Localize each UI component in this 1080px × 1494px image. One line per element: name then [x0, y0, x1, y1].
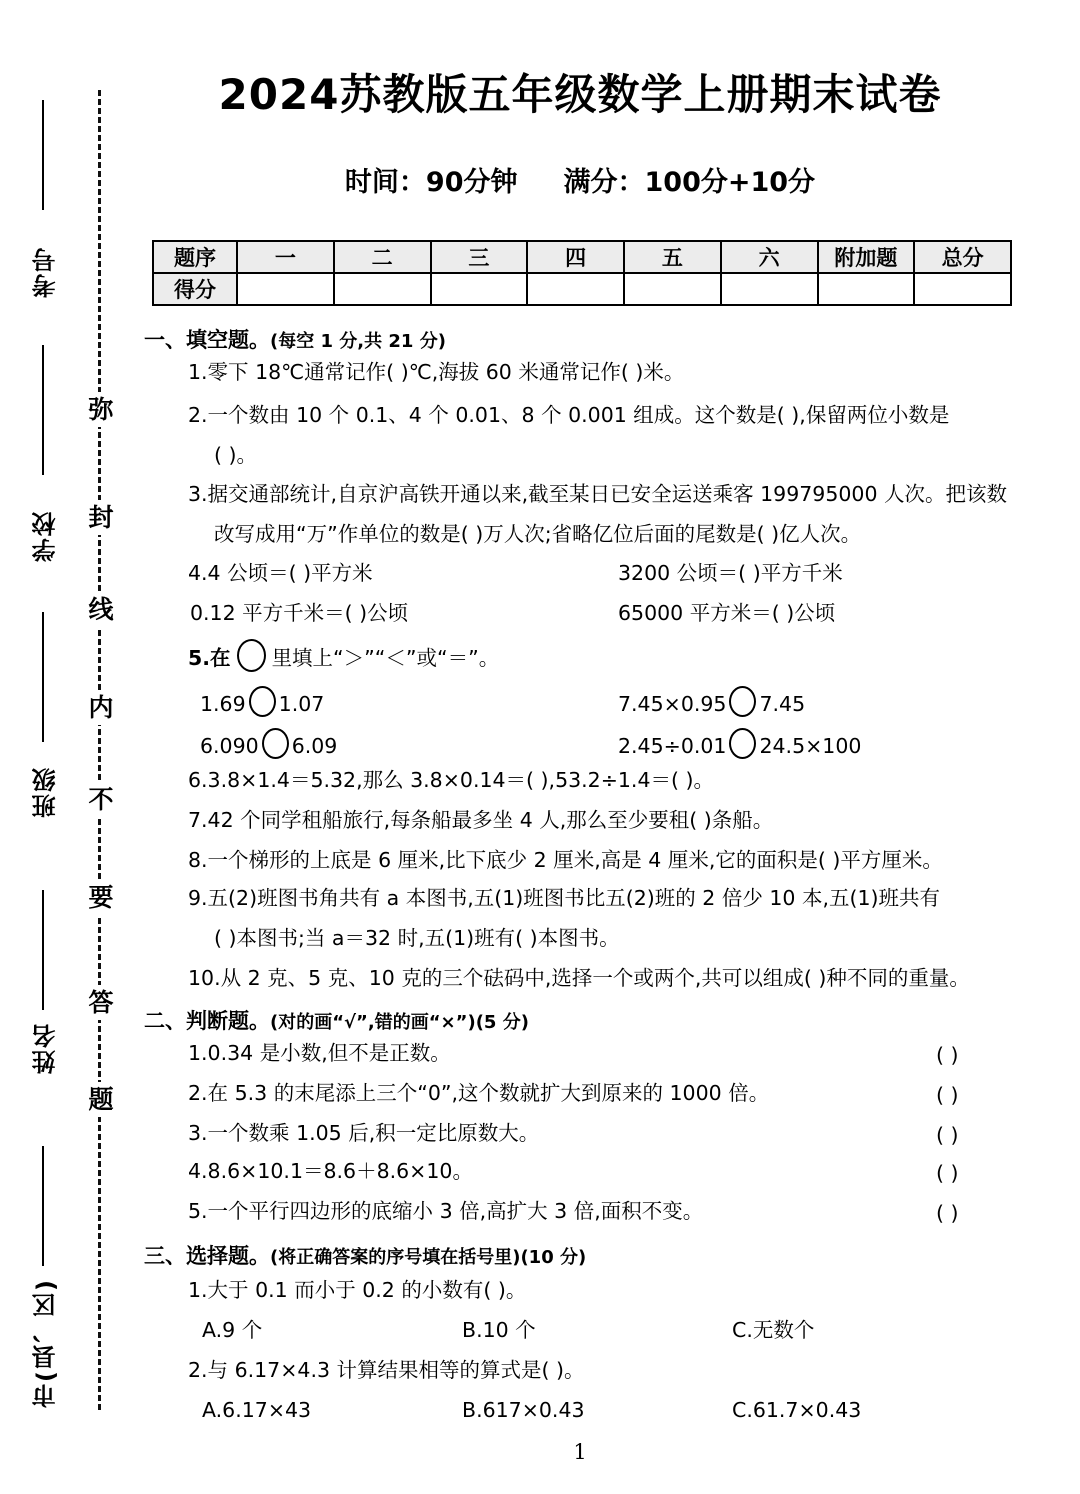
table-row-header — [153, 241, 1011, 273]
table-row-scores — [153, 273, 1011, 305]
circle-blank-icon[interactable] — [729, 686, 756, 717]
seal-char-7: 题 — [86, 1082, 116, 1117]
compare-d-left: 2.45÷0.01 — [618, 734, 727, 758]
score-col-6: 附加题 — [818, 241, 915, 273]
time-label: 时间：90分钟 — [344, 167, 518, 198]
question-1-10: 10.从 2 克、5 克、10 克的三个砝码中,选择一个或两个,共可以组成( )种不同的重量。 — [188, 966, 970, 990]
circle-blank-icon[interactable] — [262, 728, 289, 759]
question-1-5-suffix: 里填上“＞”“＜”或“＝”。 — [271, 646, 500, 670]
question-1-9b: ( )本图书;当 a＝32 时,五(1)班有( )本图书。 — [214, 926, 620, 950]
section-label-3: 三、选择题。 — [144, 1244, 270, 1268]
choice-question-1: 1.大于 0.1 而小于 0.2 的小数有( )。 — [188, 1278, 527, 1302]
question-1-1: 1.零下 18℃通常记作( )℃,海拔 60 米通常记作( )米。 — [188, 360, 685, 384]
score-cell-2[interactable] — [431, 273, 528, 305]
score-table-rowhead-2: 得分 — [153, 273, 237, 305]
exam-sheet — [140, 0, 1080, 1494]
score-col-4: 五 — [624, 241, 721, 273]
question-1-2a: 2.一个数由 10 个 0.1、4 个 0.01、8 个 0.001 组成。这个数是( ),保留两位小数是 — [188, 403, 950, 427]
margin-label-2: 班级 — [32, 766, 60, 818]
question-1-5-c — [200, 728, 337, 759]
judge-item-2: 3.一个数乘 1.05 后,积一定比原数大。 — [188, 1121, 540, 1145]
score-cell-0[interactable] — [237, 273, 334, 305]
section-heading-fill-in — [144, 324, 446, 354]
section-label-2: 二、判断题。 — [144, 1009, 270, 1033]
judge-bracket-3[interactable]: ( ) — [936, 1161, 959, 1185]
question-1-4a-left: 4.4 公顷＝( )平方米 — [188, 561, 373, 585]
margin-label-4: 市(县、区) — [32, 1278, 60, 1408]
seal-char-1: 封 — [86, 500, 116, 535]
seal-char-0: 弥 — [86, 392, 116, 427]
compare-c-left: 6.090 — [200, 734, 259, 758]
question-1-5-b — [618, 686, 805, 717]
score-cell-6[interactable] — [818, 273, 915, 305]
section-label-1: 一、填空题。 — [144, 328, 270, 352]
score-cell-4[interactable] — [624, 273, 721, 305]
section-heading-choice — [144, 1240, 586, 1270]
section-heading-judge — [144, 1005, 529, 1035]
seal-margin — [0, 0, 140, 1494]
score-table-rowhead-1: 题序 — [153, 241, 237, 273]
question-1-5-d — [618, 728, 861, 759]
margin-label-1: 学校 — [32, 510, 60, 562]
seal-dashed-line — [98, 90, 101, 1410]
question-1-6: 6.3.8×1.4＝5.32,那么 3.8×0.14＝( ),53.2÷1.4＝( )。 — [188, 768, 715, 792]
compare-b-left: 7.45×0.95 — [618, 692, 727, 716]
score-col-2: 三 — [431, 241, 528, 273]
judge-item-3: 4.8.6×10.1＝8.6＋8.6×10。 — [188, 1159, 473, 1183]
total-score-label: 满分：100分+10分 — [563, 167, 816, 198]
score-cell-1[interactable] — [334, 273, 431, 305]
write-rule-2 — [42, 612, 44, 742]
choice-1-option-b[interactable]: B.10 个 — [462, 1318, 536, 1342]
judge-bracket-2[interactable]: ( ) — [936, 1123, 959, 1147]
write-rule-4 — [42, 1146, 44, 1266]
section-note-3: (将正确答案的序号填在括号里)(10 分) — [270, 1247, 587, 1268]
judge-bracket-4[interactable]: ( ) — [936, 1201, 959, 1225]
question-1-8: 8.一个梯形的上底是 6 厘米,比下底少 2 厘米,高是 4 厘米,它的面积是( )平方厘米。 — [188, 848, 943, 872]
seal-char-4: 不 — [86, 782, 116, 817]
circle-blank-icon[interactable] — [729, 728, 756, 759]
margin-label-3: 姓名 — [32, 1022, 60, 1074]
judge-item-1: 2.在 5.3 的末尾添上三个“0”,这个数就扩大到原来的 1000 倍。 — [188, 1081, 770, 1105]
score-col-5: 六 — [721, 241, 818, 273]
seal-char-6: 答 — [86, 985, 116, 1020]
question-1-3a: 3.据交通部统计,自京沪高铁开通以来,截至某日已安全运送乘客 199795000 人次。把该数 — [188, 482, 1008, 506]
compare-c-right: 6.09 — [291, 734, 338, 758]
question-1-9a: 9.五(2)班图书角共有 a 本图书,五(1)班图书比五(2)班的 2 倍少 10 本,五(1)班共有 — [188, 886, 941, 910]
score-cell-3[interactable] — [527, 273, 624, 305]
judge-bracket-0[interactable]: ( ) — [936, 1043, 959, 1067]
write-rule-1 — [42, 345, 44, 475]
choice-question-2: 2.与 6.17×4.3 计算结果相等的算式是( )。 — [188, 1358, 585, 1382]
compare-b-right: 7.45 — [759, 692, 806, 716]
margin-label-0: 考号 — [32, 246, 60, 298]
question-1-7: 7.42 个同学租船旅行,每条船最多坐 4 人,那么至少要租( )条船。 — [188, 808, 774, 832]
exam-meta — [140, 160, 1020, 199]
choice-2-option-a[interactable]: A.6.17×43 — [202, 1398, 312, 1422]
question-1-4b-right: 65000 平方米＝( )公顷 — [618, 601, 836, 625]
question-1-2b: ( )。 — [214, 443, 258, 467]
score-cell-5[interactable] — [721, 273, 818, 305]
seal-char-5: 要 — [86, 880, 116, 915]
question-1-5-a — [200, 686, 324, 717]
choice-2-option-b[interactable]: B.617×0.43 — [462, 1398, 585, 1422]
page-title: 2024苏教版五年级数学上册期末试卷 — [218, 70, 942, 119]
question-1-4a-right: 3200 公顷＝( )平方千米 — [618, 561, 843, 585]
judge-item-0: 1.0.34 是小数,但不是正数。 — [188, 1041, 451, 1065]
score-table — [152, 240, 1012, 306]
circle-blank-icon[interactable] — [237, 639, 266, 672]
compare-a-left: 1.69 — [200, 692, 246, 716]
write-rule-3 — [42, 890, 44, 1010]
compare-a-right: 1.07 — [278, 692, 325, 716]
circle-blank-icon[interactable] — [249, 686, 276, 717]
question-1-5-prefix: 5.在 — [188, 646, 231, 670]
question-1-4b-left: 0.12 平方千米＝( )公顷 — [190, 601, 409, 625]
compare-d-right: 24.5×100 — [759, 734, 862, 758]
score-col-1: 二 — [334, 241, 431, 273]
choice-2-option-c[interactable]: C.61.7×0.43 — [732, 1398, 862, 1422]
judge-item-4: 5.一个平行四边形的底缩小 3 倍,高扩大 3 倍,面积不变。 — [188, 1199, 704, 1223]
seal-char-2: 线 — [86, 592, 116, 627]
question-1-5 — [188, 639, 499, 672]
score-col-7: 总分 — [914, 241, 1011, 273]
section-note-1: (每空 1 分,共 21 分) — [270, 331, 446, 352]
question-1-3b: 改写成用“万”作单位的数是( )万人次;省略亿位后面的尾数是( )亿人次。 — [214, 522, 862, 546]
choice-1-option-c[interactable]: C.无数个 — [732, 1318, 815, 1342]
judge-bracket-1[interactable]: ( ) — [936, 1083, 959, 1107]
score-col-0: 一 — [237, 241, 334, 273]
page-number: 1 — [573, 1440, 587, 1464]
seal-char-3: 内 — [86, 690, 116, 725]
score-col-3: 四 — [527, 241, 624, 273]
section-note-2: (对的画“√”,错的画“×”)(5 分) — [270, 1012, 529, 1033]
choice-1-option-a[interactable]: A.9 个 — [202, 1318, 263, 1342]
write-rule-0 — [42, 100, 44, 210]
score-cell-7[interactable] — [914, 273, 1011, 305]
